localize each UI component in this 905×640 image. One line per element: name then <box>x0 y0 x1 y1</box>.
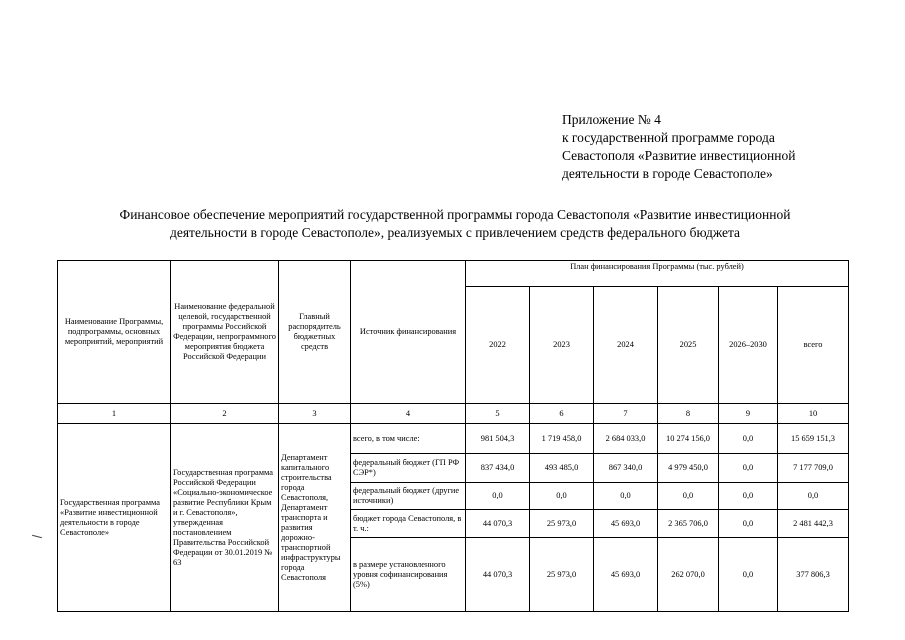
value-cell: 25 973,0 <box>530 509 594 538</box>
margin-mark <box>32 535 42 538</box>
value-cell: 4 979 450,0 <box>658 453 719 483</box>
appendix-line: деятельности в городе Севастополе» <box>562 166 773 181</box>
value-cell: 0,0 <box>530 483 594 510</box>
document-title <box>40 206 870 242</box>
appendix-line: Севастополя «Развитие инвестиционной <box>562 148 796 163</box>
value-cell: 0,0 <box>466 483 530 510</box>
value-cell: 45 693,0 <box>594 509 658 538</box>
column-number: 2 <box>171 403 279 423</box>
budget-manager-cell: Департамент капитального строительства города Севастополя, Департамент транспорта и развития дорожно-транспортной инфраструктуры города Севастополя <box>279 424 351 612</box>
column-number: 4 <box>351 403 466 423</box>
value-cell: 15 659 151,3 <box>778 424 849 454</box>
value-cell: 2 365 706,0 <box>658 509 719 538</box>
column-number: 6 <box>530 403 594 423</box>
header-year-2023: 2023 <box>530 286 594 403</box>
source-cell: федеральный бюджет (ГП РФ СЭР*) <box>351 453 466 483</box>
title-line: деятельности в городе Севастополе», реализуемых с привлечением средств федерального бюджета <box>169 225 741 240</box>
value-cell: 1 719 458,0 <box>530 424 594 454</box>
program-name-cell: Государственная программа «Развитие инвестиционной деятельности в городе Севастополе» <box>58 424 171 612</box>
value-cell: 981 504,3 <box>466 424 530 454</box>
value-cell: 0,0 <box>719 424 778 454</box>
value-cell: 10 274 156,0 <box>658 424 719 454</box>
value-cell: 0,0 <box>778 483 849 510</box>
header-total: всего <box>778 286 849 403</box>
value-cell: 0,0 <box>719 483 778 510</box>
header-year-2024: 2024 <box>594 286 658 403</box>
header-year-2022: 2022 <box>466 286 530 403</box>
value-cell: 44 070,3 <box>466 509 530 538</box>
value-cell: 262 070,0 <box>658 538 719 612</box>
header-budget-manager: Главный распорядитель бюджетных средств <box>279 261 351 404</box>
value-cell: 2 684 033,0 <box>594 424 658 454</box>
federal-program-cell: Государственная программа Российской Федерации «Социально-экономическое развитие Республики Крым и г. Севастополя», утвержденная постановлением Правительства Российской Федерации от 30.01.2019 № 63 <box>171 424 279 612</box>
value-cell: 7 177 709,0 <box>778 453 849 483</box>
header-year-2025: 2025 <box>658 286 719 403</box>
value-cell: 493 485,0 <box>530 453 594 483</box>
header-funding-source: Источник финансирования <box>351 261 466 404</box>
header-federal-program: Наименование федеральной целевой, государственной программы Российской Федерации, непрограммного мероприятия бюджета Российской Федерации <box>171 261 279 404</box>
column-number: 1 <box>58 403 171 423</box>
value-cell: 377 806,3 <box>778 538 849 612</box>
appendix-line: к государственной программе города <box>562 130 775 145</box>
value-cell: 25 973,0 <box>530 538 594 612</box>
financing-table <box>57 260 849 612</box>
value-cell: 837 434,0 <box>466 453 530 483</box>
header-year-2026-2030: 2026–2030 <box>719 286 778 403</box>
column-number: 7 <box>594 403 658 423</box>
value-cell: 867 340,0 <box>594 453 658 483</box>
column-number: 10 <box>778 403 849 423</box>
value-cell: 2 481 442,3 <box>778 509 849 538</box>
appendix-block <box>562 111 862 183</box>
value-cell: 45 693,0 <box>594 538 658 612</box>
column-number: 8 <box>658 403 719 423</box>
column-number: 9 <box>719 403 778 423</box>
header-financing-plan: План финансирования Программы (тыс. рублей) <box>466 261 849 287</box>
title-line: Финансовое обеспечение мероприятий государственной программы города Севастополя «Развитие инвестиционной <box>119 207 791 222</box>
value-cell: 0,0 <box>658 483 719 510</box>
source-cell: в размере установленного уровня софинансирования (5%) <box>351 538 466 612</box>
header-program-name: Наименование Программы, подпрограммы, основных мероприятий, мероприятий <box>58 261 171 404</box>
value-cell: 0,0 <box>719 538 778 612</box>
value-cell: 0,0 <box>719 509 778 538</box>
column-number: 3 <box>279 403 351 423</box>
source-cell: федеральный бюджет (другие источники) <box>351 483 466 510</box>
value-cell: 44 070,3 <box>466 538 530 612</box>
value-cell: 0,0 <box>594 483 658 510</box>
source-cell: бюджет города Севастополя, в т. ч.: <box>351 509 466 538</box>
value-cell: 0,0 <box>719 453 778 483</box>
appendix-line: Приложение № 4 <box>562 112 661 127</box>
source-cell: всего, в том числе: <box>351 424 466 454</box>
column-number: 5 <box>466 403 530 423</box>
